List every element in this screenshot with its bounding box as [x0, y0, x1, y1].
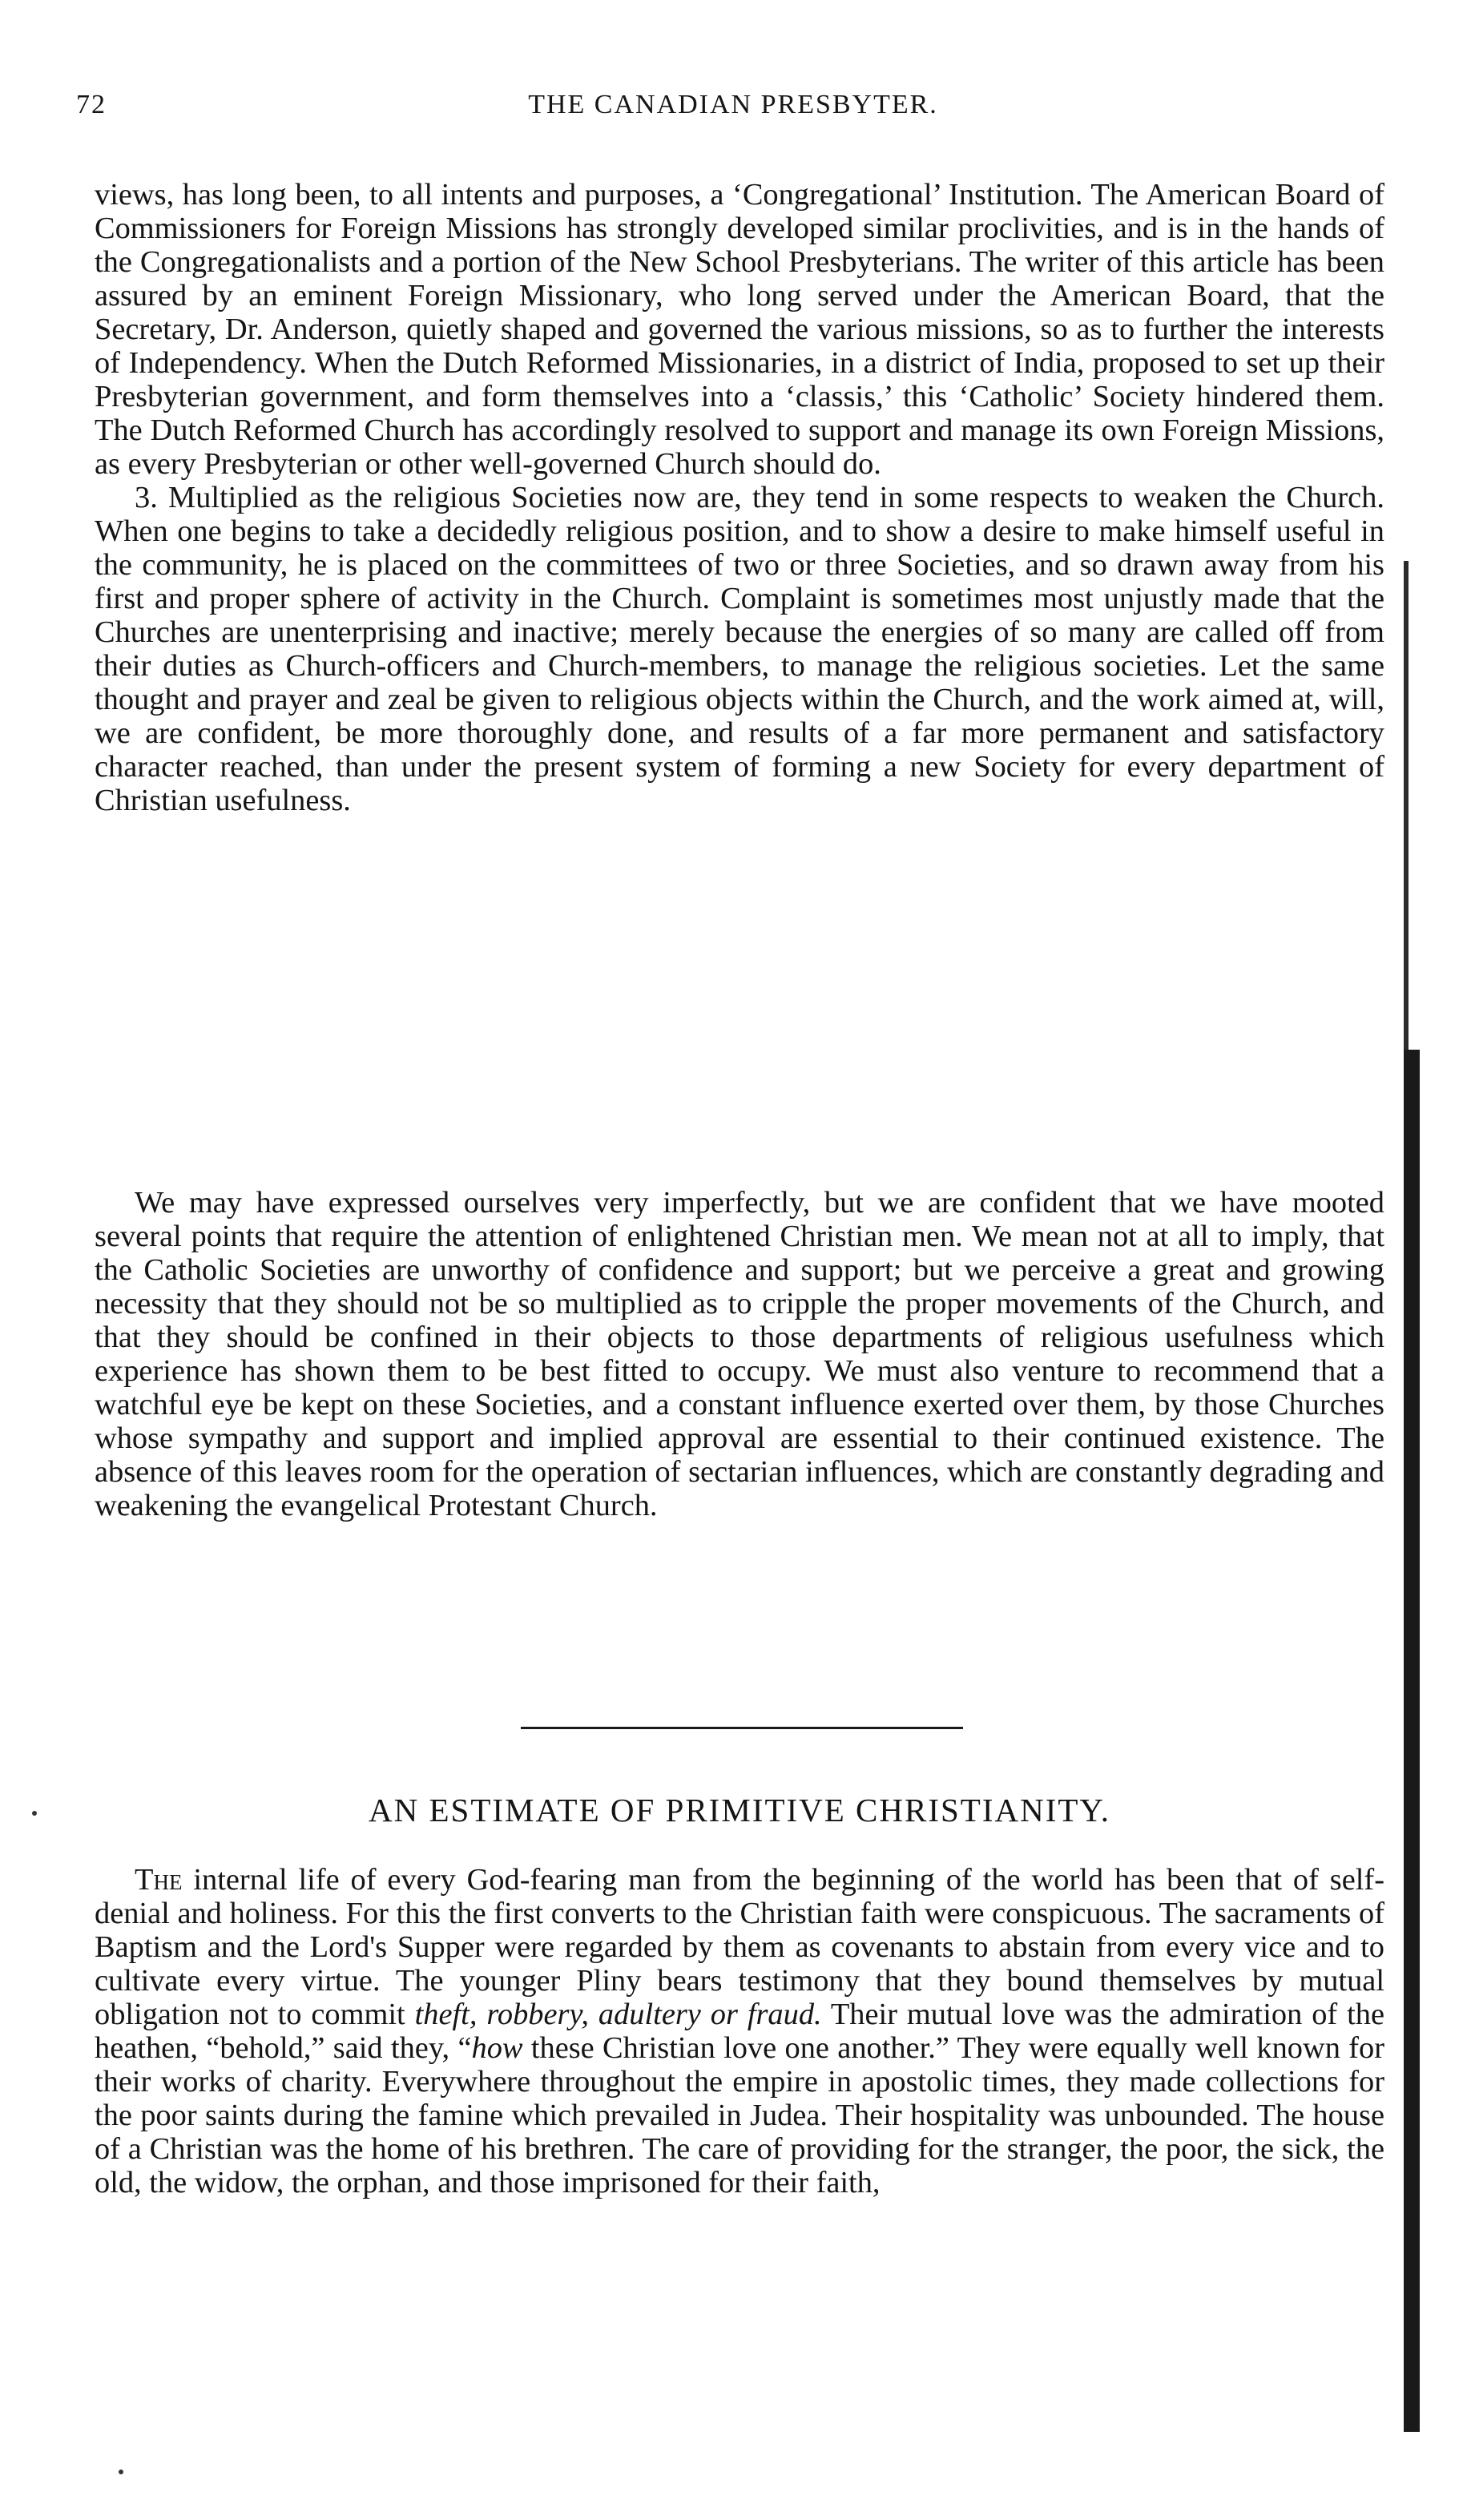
scan-edge-bar	[1404, 1050, 1420, 2432]
page-number: 72	[76, 90, 107, 119]
running-head: THE CANADIAN PRESBYTER.	[528, 90, 938, 119]
text-run-1: internal life of every God-fearing man from the beginning of the world has been that of self-denial and holiness. For this the first converts to the Christian faith were conspicuous. The sacraments of Baptism and the Lord's Supper were regarded by them as covenants to abstain from every vice and to cultivate every virtue. The younger Pliny bears testimony that they bound themselves by mutual obligation not to commit	[95, 1863, 1384, 2031]
section-title: AN ESTIMATE OF PRIMITIVE CHRISTIANITY.	[369, 1792, 1110, 1829]
paragraph-point-3: 3. Multiplied as the religious Societies now are, they tend in some respects to weaken the Church. When one begins to take a decidedly religious position, and to show a desire to make himself useful in the community, he is placed on the committees of two or three Societies, and so drawn away from his first and proper sphere of activity in the Church. Complaint is sometimes most unjustly made that the Churches are unenterprising and inactive; merely because the energies of so many are called off from their duties as Church-officers and Church-members, to manage the religious societies. Let the same thought and prayer and zeal be given to religious objects within the Church, and the work aimed at, will, we are confident, be more thoroughly done, and results of a far more permanent and satisfactory character reached, than under the present system of forming a new Society for every department of Christian usefulness.	[95, 481, 1384, 817]
italic-run-2: how	[471, 2031, 523, 2065]
text-run-3: these Christian love one another.” They were equally well known for their works of charity. Everywhere throughout the empire in apostolic times, they made collections for the poor saints during the famine which prevailed in Judea. Their hospitality was unbounded. The house of a Christian was the home of his brethren. The care of providing for the stranger, the poor, the sick, the old, the widow, the orphan, and those imprisoned for their faith,	[95, 2031, 1385, 2199]
section-divider	[521, 1727, 963, 1729]
paragraph-conclusion: We may have expressed ourselves very imperfectly, but we are confident that we have mooted several points that require the attention of enlightened Christian men. We mean not at all to imply, that the Catholic Societies are unworthy of confidence and support; but we perceive a great and growing necessity that they should not be so multiplied as to cripple the proper movements of the Church, and that they should be confined in their objects to those departments of religious usefulness which experience has shown them to be best fitted to occupy. We must also venture to recommend that a watchful eye be kept on these Societies, and a constant influence exerted over them, by those Churches whose sympathy and support and implied approval are essential to their continued existence. The absence of this leaves room for the operation of sectarian influences, which are constantly degrading and weakening the evangelical Protestant Church.	[95, 1186, 1384, 1522]
scan-edge-thin	[1404, 561, 1409, 1050]
italic-run-1: theft, robbery, adultery or fraud.	[414, 1998, 822, 2031]
new-article-body	[95, 1863, 1384, 2199]
paragraph-opening	[95, 1863, 1384, 2199]
article-continuation	[95, 178, 1384, 817]
paragraph-continued: views, has long been, to all intents and purposes, a ‘Congregational’ Institution. The American Board of Commissioners for Foreign Missions has strongly developed similar proclivities, and is in the hands of the Congregationalists and a portion of the New School Presbyterians. The writer of this article has been assured by an eminent Foreign Missionary, who long served under the American Board, that the Secretary, Dr. Anderson, quietly shaped and governed the various missions, so as to further the interests of Independency. When the Dutch Reformed Missionaries, in a district of India, proposed to set up their Presbyterian government, and form themselves into a ‘classis,’ this ‘Catholic’ Society hindered them. The Dutch Reformed Church has accordingly resolved to support and manage its own Foreign Missions, as every Presbyterian or other well-governed Church should do.	[95, 178, 1384, 481]
text-run-2: Their mutual love was the admiration of the heathen, “behold,” said they, “	[95, 1998, 1385, 2065]
page-header	[76, 90, 1390, 138]
lead-word: The	[135, 1863, 183, 1897]
article-conclusion	[95, 1186, 1384, 1522]
scan-speck	[32, 1811, 37, 1816]
scan-speck	[119, 2470, 123, 2474]
